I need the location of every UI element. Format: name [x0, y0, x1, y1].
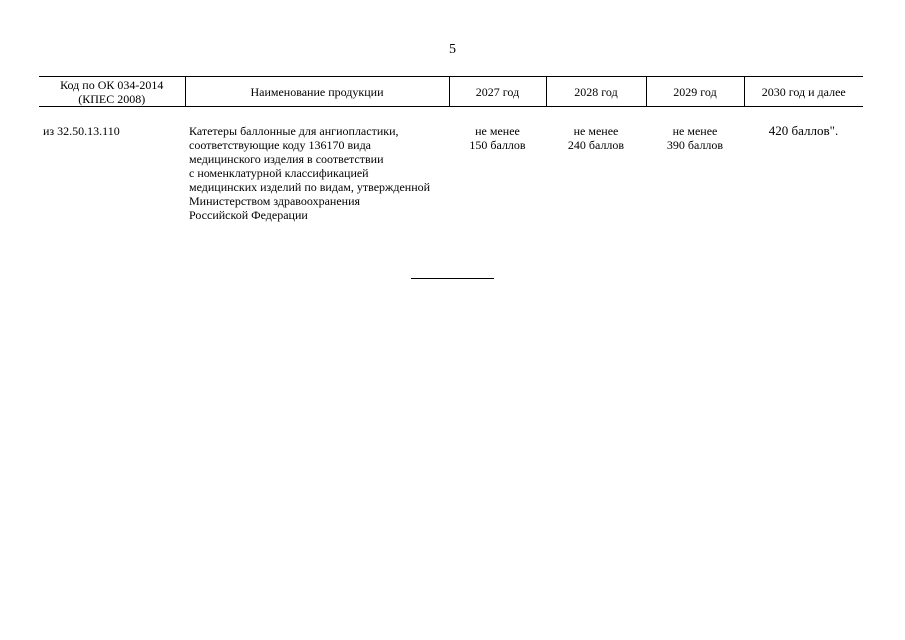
header-2027: 2027 год — [449, 77, 546, 107]
end-divider — [411, 278, 494, 279]
cell-code: из 32.50.13.110 — [43, 124, 120, 138]
cell-2029-line-2: 390 баллов — [666, 138, 724, 152]
cell-2028-line-1: не менее — [573, 124, 619, 138]
header-code-line-1: Код по ОК 034-2014 — [60, 77, 164, 92]
header-code — [39, 77, 185, 107]
header-2029: 2029 год — [646, 77, 744, 107]
name-line: с номенклатурной классификацией — [189, 166, 369, 180]
header-name: Наименование продукции — [185, 77, 449, 107]
name-line: медицинских изделий по видам, утвержденной — [189, 180, 431, 194]
cell-2027 — [449, 107, 546, 223]
table-row — [39, 107, 863, 223]
cell-name — [185, 107, 449, 223]
cell-2028-line-2: 240 баллов — [567, 138, 625, 152]
name-line: Катетеры баллонные для ангиопластики, — [189, 124, 399, 138]
name-line: Министерством здравоохранения — [189, 194, 361, 208]
cell-2029 — [646, 107, 744, 223]
cell-2030: 420 баллов". — [768, 123, 839, 138]
name-line: медицинского изделия в соответствии — [189, 152, 384, 166]
cell-2028 — [546, 107, 646, 223]
header-code-line-2: (КПЕС 2008) — [78, 91, 146, 106]
name-line: соответствующие коду 136170 вида — [189, 138, 372, 152]
header-2028: 2028 год — [546, 77, 646, 107]
cell-2027-line-1: не менее — [475, 124, 520, 138]
cell-2029-line-1: не менее — [672, 124, 718, 138]
name-line: Российской Федерации — [189, 208, 308, 222]
products-table — [39, 76, 863, 222]
page-number: 5 — [449, 42, 456, 57]
cell-2027-line-2: 150 баллов — [469, 138, 526, 152]
header-2030: 2030 год и далее — [744, 77, 863, 107]
table-header-row — [39, 77, 863, 107]
